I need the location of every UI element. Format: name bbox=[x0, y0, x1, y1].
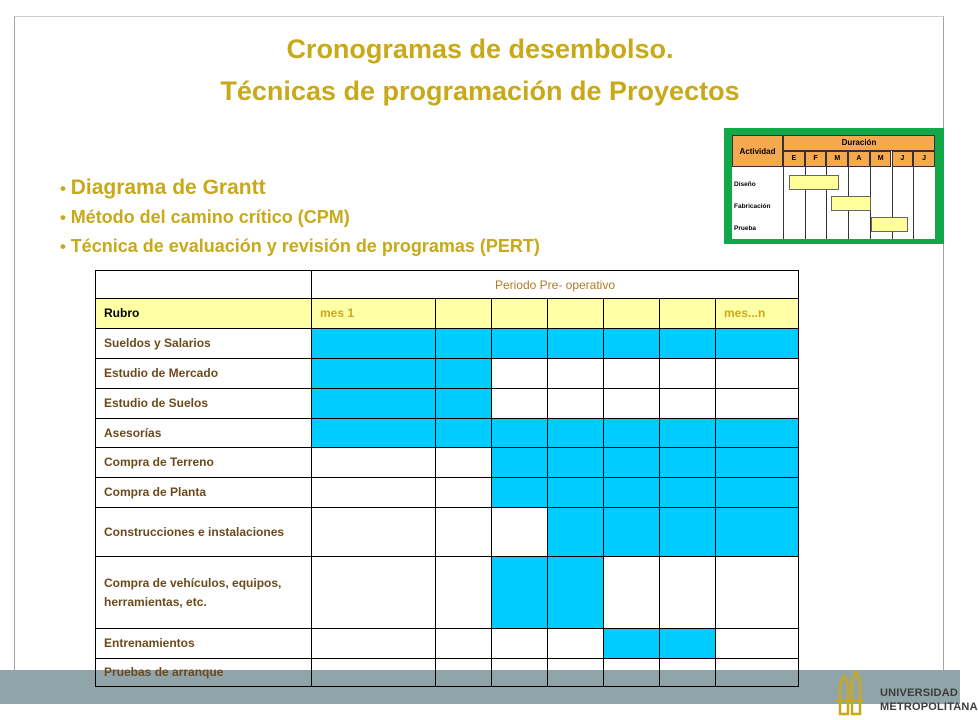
schedule-cell-empty bbox=[548, 629, 604, 659]
table-row bbox=[96, 448, 799, 478]
month-first-header: mes 1 bbox=[312, 299, 436, 329]
period-header: Periodo Pre- operativo bbox=[312, 271, 799, 299]
schedule-cell-empty bbox=[312, 448, 436, 478]
schedule-cell-empty bbox=[604, 557, 660, 629]
thumb-row-label: Diseño bbox=[734, 181, 756, 188]
rubro-label: Compra de Planta bbox=[96, 478, 312, 508]
schedule-cell-empty bbox=[660, 557, 716, 629]
table-row bbox=[96, 557, 799, 629]
schedule-cell-active bbox=[312, 359, 436, 389]
table-row bbox=[96, 478, 799, 508]
schedule-cell-active bbox=[604, 478, 660, 508]
schedule-cell-empty bbox=[436, 557, 492, 629]
schedule-cell-active bbox=[604, 419, 660, 448]
rubro-label: Estudio de Mercado bbox=[96, 359, 312, 389]
bullet-list bbox=[60, 173, 540, 261]
schedule-cell-empty bbox=[604, 389, 660, 419]
schedule-cell-empty bbox=[312, 629, 436, 659]
month-header-cell bbox=[548, 299, 604, 329]
schedule-table bbox=[95, 270, 799, 687]
schedule-cell-active bbox=[660, 448, 716, 478]
schedule-cell-empty bbox=[312, 557, 436, 629]
rubro-label: Estudio de Suelos bbox=[96, 389, 312, 419]
gantt-thumbnail-body bbox=[732, 135, 935, 239]
table-row bbox=[96, 329, 799, 359]
bullet-text: Técnica de evaluación y revisión de programas (PERT) bbox=[70, 236, 540, 256]
bullet-item: • Técnica de evaluación y revisión de programas (PERT) bbox=[60, 236, 540, 256]
rubro-label: Sueldos y Salarios bbox=[96, 329, 312, 359]
thumb-month-header: F bbox=[805, 151, 827, 167]
schedule-cell-active bbox=[492, 478, 548, 508]
university-logo bbox=[830, 670, 978, 716]
schedule-cell-active bbox=[716, 448, 799, 478]
schedule-cell-empty bbox=[436, 508, 492, 557]
schedule-cell-active bbox=[660, 508, 716, 557]
schedule-cell-active bbox=[312, 419, 436, 448]
schedule-cell-active bbox=[548, 419, 604, 448]
schedule-cell-active bbox=[716, 419, 799, 448]
thumb-row-label: Fabricación bbox=[734, 203, 771, 210]
schedule-cell-empty bbox=[716, 557, 799, 629]
thumb-row-label: Prueba bbox=[734, 225, 757, 232]
schedule-cell-empty bbox=[660, 659, 716, 687]
schedule-cell-empty bbox=[436, 478, 492, 508]
rubro-label: Construcciones e instalaciones bbox=[96, 508, 312, 557]
month-header-cell bbox=[660, 299, 716, 329]
rubro-label: Compra de Terreno bbox=[96, 448, 312, 478]
schedule-cell-active bbox=[660, 629, 716, 659]
schedule-cell-active bbox=[436, 329, 492, 359]
table-row bbox=[96, 629, 799, 659]
schedule-cell-active bbox=[548, 508, 604, 557]
bullet-text: Diagrama de Grantt bbox=[70, 176, 266, 199]
schedule-cell-empty bbox=[660, 359, 716, 389]
schedule-cell-empty bbox=[492, 659, 548, 687]
schedule-cell-empty bbox=[660, 389, 716, 419]
schedule-cell-empty bbox=[604, 359, 660, 389]
bullet-item: • Método del camino crítico (CPM) bbox=[60, 207, 350, 227]
table-row bbox=[96, 389, 799, 419]
bullet-item: • Diagrama de Grantt bbox=[60, 176, 266, 199]
schedule-cell-empty bbox=[436, 448, 492, 478]
schedule-cell-active bbox=[436, 419, 492, 448]
thumb-month-header: M bbox=[870, 151, 892, 167]
month-header-cell bbox=[604, 299, 660, 329]
schedule-cell-empty bbox=[492, 629, 548, 659]
rubro-label: Compra de vehículos, equipos, herramientas, etc. bbox=[96, 557, 312, 629]
table-corner-cell bbox=[96, 271, 312, 299]
schedule-cell-empty bbox=[312, 508, 436, 557]
schedule-cell-empty bbox=[716, 389, 799, 419]
logo-line2: METROPOLITANA bbox=[880, 701, 978, 713]
schedule-cell-active bbox=[492, 448, 548, 478]
schedule-cell-active bbox=[312, 329, 436, 359]
bullet-text: Método del camino crítico (CPM) bbox=[70, 207, 350, 227]
logo-line1: UNIVERSIDAD bbox=[880, 687, 958, 699]
schedule-cell-active bbox=[604, 629, 660, 659]
schedule-cell-empty bbox=[436, 629, 492, 659]
schedule-cell-empty bbox=[548, 389, 604, 419]
thumb-column bbox=[913, 167, 935, 239]
schedule-cell-active bbox=[548, 557, 604, 629]
schedule-cell-active bbox=[548, 448, 604, 478]
rubro-label: Entrenamientos bbox=[96, 629, 312, 659]
thumb-month-header: M bbox=[826, 151, 848, 167]
schedule-cell-active bbox=[492, 329, 548, 359]
table-row bbox=[96, 508, 799, 557]
university-emblem-icon bbox=[832, 670, 872, 716]
thumb-bar bbox=[789, 175, 839, 190]
month-last-header: mes...n bbox=[716, 299, 799, 329]
month-header-cell bbox=[436, 299, 492, 329]
schedule-cell-empty bbox=[716, 629, 799, 659]
schedule-cell-empty bbox=[492, 359, 548, 389]
schedule-cell-empty bbox=[492, 508, 548, 557]
schedule-cell-empty bbox=[312, 659, 436, 687]
schedule-cell-empty bbox=[716, 659, 799, 687]
schedule-cell-active bbox=[660, 419, 716, 448]
thumb-duracion-header: Duración bbox=[783, 135, 935, 151]
gantt-thumbnail bbox=[724, 128, 944, 244]
schedule-cell-active bbox=[548, 478, 604, 508]
thumb-bar bbox=[831, 196, 871, 211]
schedule-cell-active bbox=[492, 557, 548, 629]
table-row bbox=[96, 659, 799, 687]
rubro-label: Asesorías bbox=[96, 419, 312, 448]
thumb-month-header: J bbox=[892, 151, 914, 167]
thumb-actividad-header: Actividad bbox=[732, 135, 783, 167]
schedule-cell-active bbox=[312, 389, 436, 419]
schedule-cell-active bbox=[436, 359, 492, 389]
schedule-cell-empty bbox=[548, 659, 604, 687]
schedule-cell-empty bbox=[312, 478, 436, 508]
schedule-cell-active bbox=[716, 508, 799, 557]
schedule-cell-active bbox=[716, 329, 799, 359]
thumb-month-header: E bbox=[783, 151, 805, 167]
thumb-bar bbox=[871, 217, 908, 232]
table-row bbox=[96, 359, 799, 389]
schedule-cell-active bbox=[660, 478, 716, 508]
schedule-cell-active bbox=[660, 329, 716, 359]
rubro-label: Pruebas de arranque bbox=[96, 659, 312, 687]
slide-title-line2: Técnicas de programación de Proyectos bbox=[220, 76, 740, 106]
schedule-cell-empty bbox=[604, 659, 660, 687]
schedule-cell-empty bbox=[492, 389, 548, 419]
thumb-month-header: J bbox=[913, 151, 935, 167]
schedule-cell-active bbox=[436, 389, 492, 419]
schedule-cell-active bbox=[604, 448, 660, 478]
schedule-cell-empty bbox=[436, 659, 492, 687]
schedule-cell-empty bbox=[548, 359, 604, 389]
rubro-header: Rubro bbox=[96, 299, 312, 329]
schedule-cell-empty bbox=[716, 359, 799, 389]
schedule-cell-active bbox=[492, 419, 548, 448]
schedule-cell-active bbox=[548, 329, 604, 359]
month-header-cell bbox=[492, 299, 548, 329]
slide-title-line1: Cronogramas de desembolso. bbox=[286, 34, 674, 64]
thumb-month-header: A bbox=[848, 151, 870, 167]
schedule-cell-active bbox=[604, 329, 660, 359]
schedule-cell-active bbox=[604, 508, 660, 557]
schedule-cell-active bbox=[716, 478, 799, 508]
table-row bbox=[96, 419, 799, 448]
